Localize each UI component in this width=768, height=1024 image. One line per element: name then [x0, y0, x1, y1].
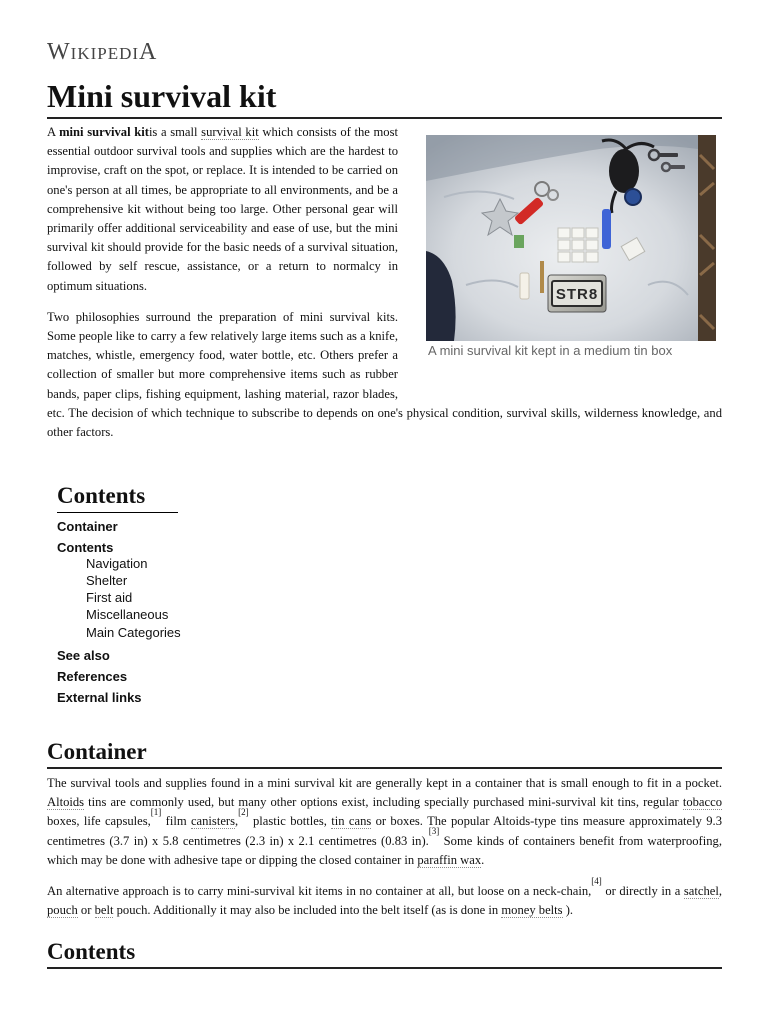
wikipedia-wordmark[interactable]: WikipediA [47, 39, 158, 65]
container-section-body [47, 774, 722, 931]
toc-entry [57, 666, 178, 687]
link-survival-kit[interactable]: survival kit [201, 125, 259, 139]
toc-item-references[interactable]: References [57, 668, 128, 684]
table-of-contents [57, 483, 181, 708]
toc-entry [57, 645, 178, 666]
toc-sublist [86, 555, 181, 641]
text-run: film [161, 814, 191, 829]
page-title: Mini survival kit [47, 78, 722, 119]
reference-3[interactable]: [3] [428, 826, 440, 837]
green-tag [514, 235, 524, 248]
toc-item-external-links[interactable]: External links [57, 689, 142, 705]
link-altoids[interactable]: Altoids [47, 795, 85, 810]
toc-entry [57, 516, 178, 537]
toc-entry [57, 687, 178, 708]
link-paraffin-wax[interactable]: paraffin wax [417, 852, 482, 867]
toc-subitem-first-aid[interactable]: First aid [86, 590, 133, 605]
section-heading-container: Container [47, 739, 722, 769]
text-run: or [77, 902, 95, 917]
text-run: ). [562, 902, 574, 917]
text-run: Two philosophies surround the preparation of mini survival kits. Some people like to carry a few relatively large items such as a knife, matches, whistle, emergency food, water bottle, etc. Others prefer a collection of smaller but more comprehensive items such as rubber bands, paper clips, fishing equipment, lashing material, razor blades, etc. The decision of which technique to subscribe to depends on one's physical condition, survival skills, wilderness knowledge, and other factors. [47, 309, 722, 440]
reference-4[interactable]: [4] [591, 876, 602, 887]
reference-2[interactable]: [2] [238, 807, 249, 818]
section-heading-contents: Contents [47, 939, 722, 969]
text-run: An alternative approach is to carry mini-survival kit items in no container at all, but loose on a neck-chain, [47, 883, 592, 898]
bold-term: mini survival kit [59, 125, 149, 139]
toc-subitem-main-categories[interactable]: Main Categories [86, 624, 181, 640]
container-paragraph-1 [47, 774, 722, 870]
carpet-edge [698, 135, 716, 341]
toc-entry [57, 537, 181, 641]
text-run: , [235, 814, 239, 829]
wooden-stick [540, 261, 544, 293]
text-run: is a small [148, 125, 202, 139]
toc-subitem-shelter[interactable]: Shelter [86, 572, 128, 588]
toc-subitem-miscellaneous[interactable]: Miscellaneous [86, 607, 169, 623]
toc-list [57, 516, 181, 708]
toc-subitem-navigation[interactable]: Navigation [86, 555, 148, 571]
link-canisters[interactable]: canisters [190, 814, 236, 829]
text-run: Some kinds of containers benefit from waterproofing, which may be done with adhesive tape or dipping the closed container in [47, 833, 722, 867]
toc-heading: Contents [57, 483, 178, 513]
white-tiles [558, 228, 598, 262]
toc-item-container[interactable]: Container [57, 518, 118, 534]
text-run: boxes, life capsules, [47, 814, 151, 829]
blue-marker [602, 209, 611, 249]
toc-item-see-also[interactable]: See also [57, 647, 110, 663]
text-run: A [47, 125, 60, 139]
link-satchel[interactable]: satchel [683, 883, 719, 898]
tin-box [548, 275, 606, 312]
text-run: tins are commonly used, but many other options exist, including specially purchased mini-survival kit tins, regular [84, 795, 683, 810]
article-intro [47, 123, 722, 454]
candle [520, 273, 529, 299]
text-run: plastic bottles, [248, 814, 332, 829]
text-run: or boxes. The popular Altoids-type tins measure approximately 9.3 centimetres (3.7 in) x 5.8 centimetres (2.3 in) x 2.1 centimetres (0.83 in). [47, 814, 722, 848]
toc-item-contents[interactable]: Contents [57, 539, 114, 555]
link-pouch[interactable]: pouch [47, 902, 78, 917]
tin-label: STR8 [555, 286, 599, 303]
thumbnail-figure [426, 123, 722, 402]
text-run: or directly in a [601, 883, 684, 898]
figure-caption: A mini survival kit kept in a medium tin box [428, 343, 673, 358]
container-paragraph-2 [47, 876, 722, 920]
text-run: , [718, 883, 722, 898]
text-run: which consists of the most essential outdoor survival tools and supplies which are the hardest to improvise, craft on the spot, or replace. It is intended to be carried on one's person at all times, be appropriate to all environments, and be a comprehensive kit without being too large. Other personal gear will primarily offer additional serviceability and ease of use, but the mini survival kit should provide for the basic needs of a survival situation, followed by self rescue, assistance, or a return to normalcy in optimum situations. [47, 125, 398, 293]
blue-compass [625, 189, 641, 205]
article-photo[interactable] [426, 135, 716, 341]
link-tobacco[interactable]: tobacco [682, 795, 722, 810]
link-belt[interactable]: belt [94, 902, 114, 917]
link-money-belts[interactable]: money belts [501, 902, 563, 917]
text-run: The survival tools and supplies found in a mini survival kit are generally kept in a container that is small enough to fit in a pocket. [47, 776, 722, 790]
reference-1[interactable]: [1] [150, 807, 162, 818]
text-run: . [481, 852, 485, 867]
link-tin-cans[interactable]: tin cans [331, 814, 372, 829]
text-run: pouch. Additionally it may also be included into the belt itself (as is done in [113, 902, 502, 917]
